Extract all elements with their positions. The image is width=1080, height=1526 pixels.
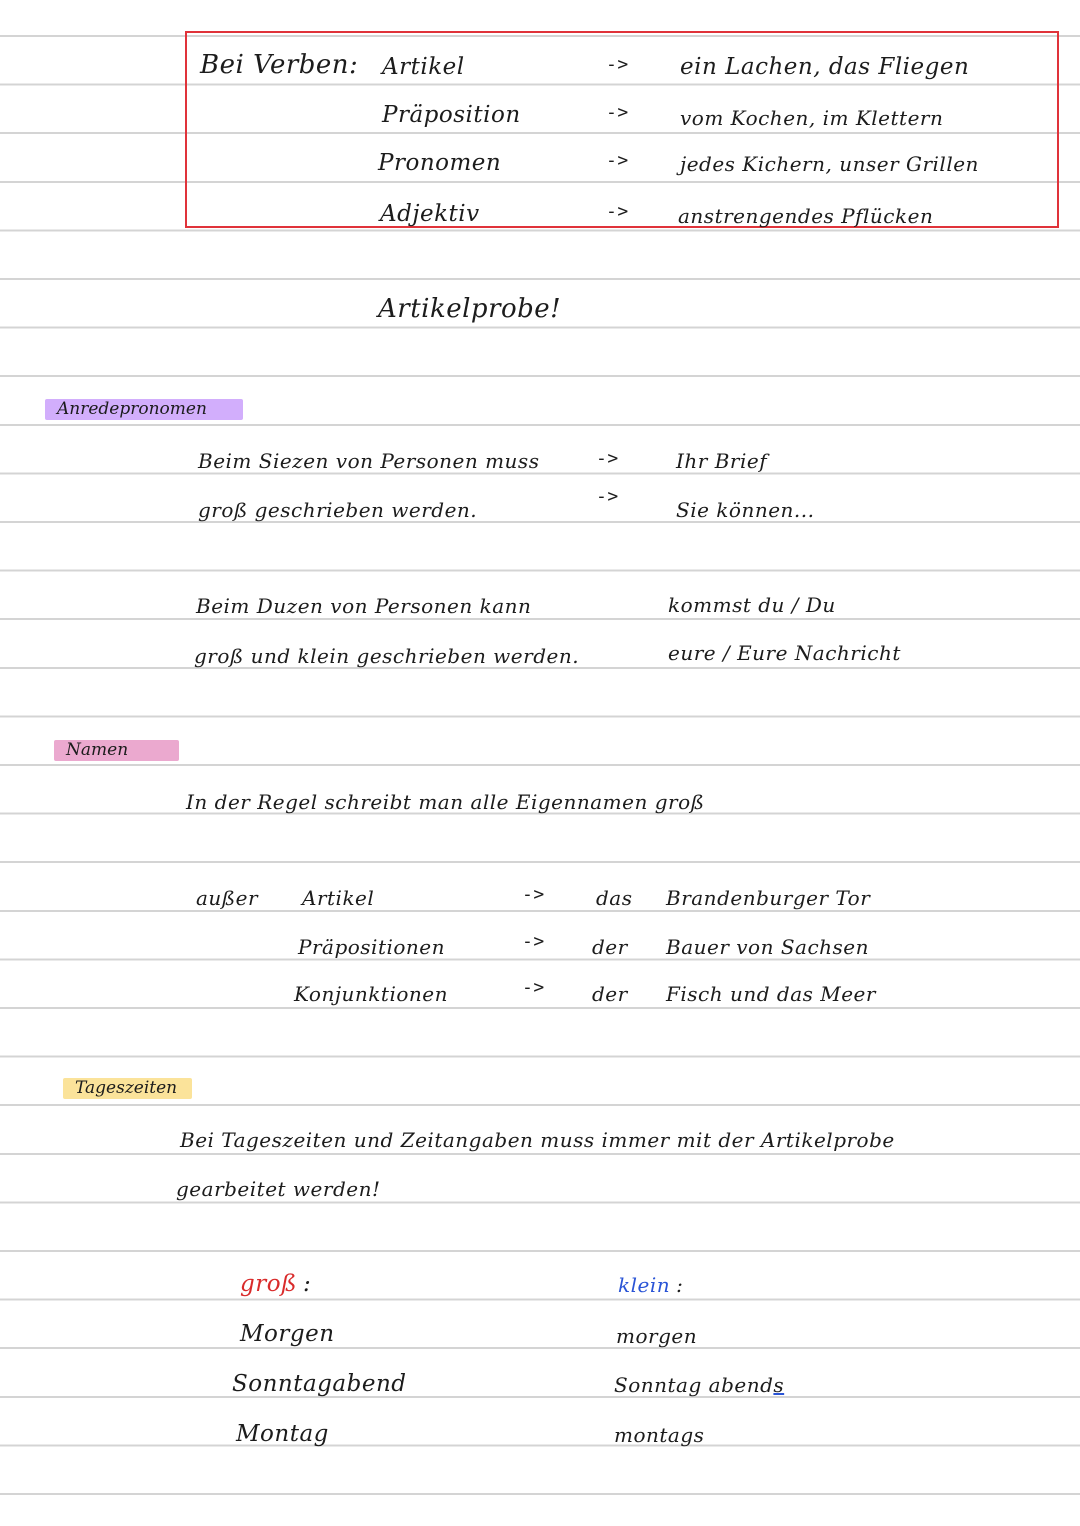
duzen-rule-line1: Beim Duzen von Personen kann <box>196 594 532 618</box>
arrow: -> <box>606 201 629 222</box>
namen-label-konjunktionen: Konjunktionen <box>294 982 448 1006</box>
duzen-rule-line2: groß und klein geschrieben werden. <box>194 644 580 668</box>
namen-ausser: außer <box>196 886 259 910</box>
verben-label-artikel: Artikel <box>382 54 465 80</box>
namen-article-das: das <box>596 886 633 910</box>
arrow: -> <box>596 486 619 507</box>
gross-heading: groß : <box>240 1271 312 1297</box>
gross-item-montag: Montag <box>236 1421 329 1447</box>
namen-label-praepositionen: Präpositionen <box>298 935 446 959</box>
namen-label-artikel: Artikel <box>302 886 375 910</box>
arrow: -> <box>596 448 619 469</box>
gross-item-morgen: Morgen <box>240 1321 335 1347</box>
siezen-example-ihr-brief: Ihr Brief <box>676 449 768 473</box>
tag-namen: Namen <box>54 740 179 761</box>
klein-heading: klein : <box>618 1273 684 1297</box>
siezen-rule-line1: Beim Siezen von Personen muss <box>198 449 540 473</box>
namen-article-der-2: der <box>592 982 628 1006</box>
verben-heading: Bei Verben: <box>200 50 359 80</box>
gross-item-sonntagabend: Sonntagabend <box>232 1371 407 1397</box>
siezen-example-sie-koennen: Sie können... <box>676 498 815 522</box>
arrow: -> <box>522 977 545 998</box>
klein-item-morgen: morgen <box>616 1324 698 1348</box>
verben-example-artikel: ein Lachen, das Fliegen <box>680 54 970 80</box>
arrow: -> <box>522 931 545 952</box>
klein-item-montags: montags <box>614 1423 705 1447</box>
arrow: -> <box>606 54 629 75</box>
verben-example-pronomen: jedes Kichern, unser Grillen <box>680 152 979 176</box>
verben-label-pronomen: Pronomen <box>378 150 502 176</box>
verben-example-adjektiv: anstrengendes Pflücken <box>678 204 934 228</box>
verben-example-praeposition: vom Kochen, im Klettern <box>680 106 944 130</box>
duzen-example-eure-nachricht: eure / Eure Nachricht <box>668 641 901 665</box>
namen-article-der: der <box>592 935 628 959</box>
arrow: -> <box>522 884 545 905</box>
tag-anredepronomen: Anredepronomen <box>45 399 243 420</box>
siezen-rule-line2: groß geschrieben werden. <box>198 498 478 522</box>
duzen-example-kommst-du: kommst du / Du <box>668 593 836 617</box>
namen-example-bauer-von-sachsen: Bauer von Sachsen <box>666 935 870 959</box>
namen-example-brandenburger-tor: Brandenburger Tor <box>666 886 871 910</box>
tag-tageszeiten: Tageszeiten <box>63 1078 192 1099</box>
arrow: -> <box>606 102 629 123</box>
verben-label-adjektiv: Adjektiv <box>380 201 480 227</box>
tageszeiten-rule-line1: Bei Tageszeiten und Zeitangaben muss immer mit der Artikelprobe <box>180 1128 895 1152</box>
verben-label-praeposition: Präposition <box>382 102 521 128</box>
namen-rule: In der Regel schreibt man alle Eigennamen groß <box>186 790 705 814</box>
namen-example-fisch-und-meer: Fisch und das Meer <box>666 982 876 1006</box>
arrow: -> <box>606 150 629 171</box>
artikelprobe-note: Artikelprobe! <box>378 294 562 324</box>
tageszeiten-rule-line2: gearbeitet werden! <box>176 1177 381 1201</box>
klein-item-sonntag-abends: Sonntag abends <box>614 1373 785 1397</box>
